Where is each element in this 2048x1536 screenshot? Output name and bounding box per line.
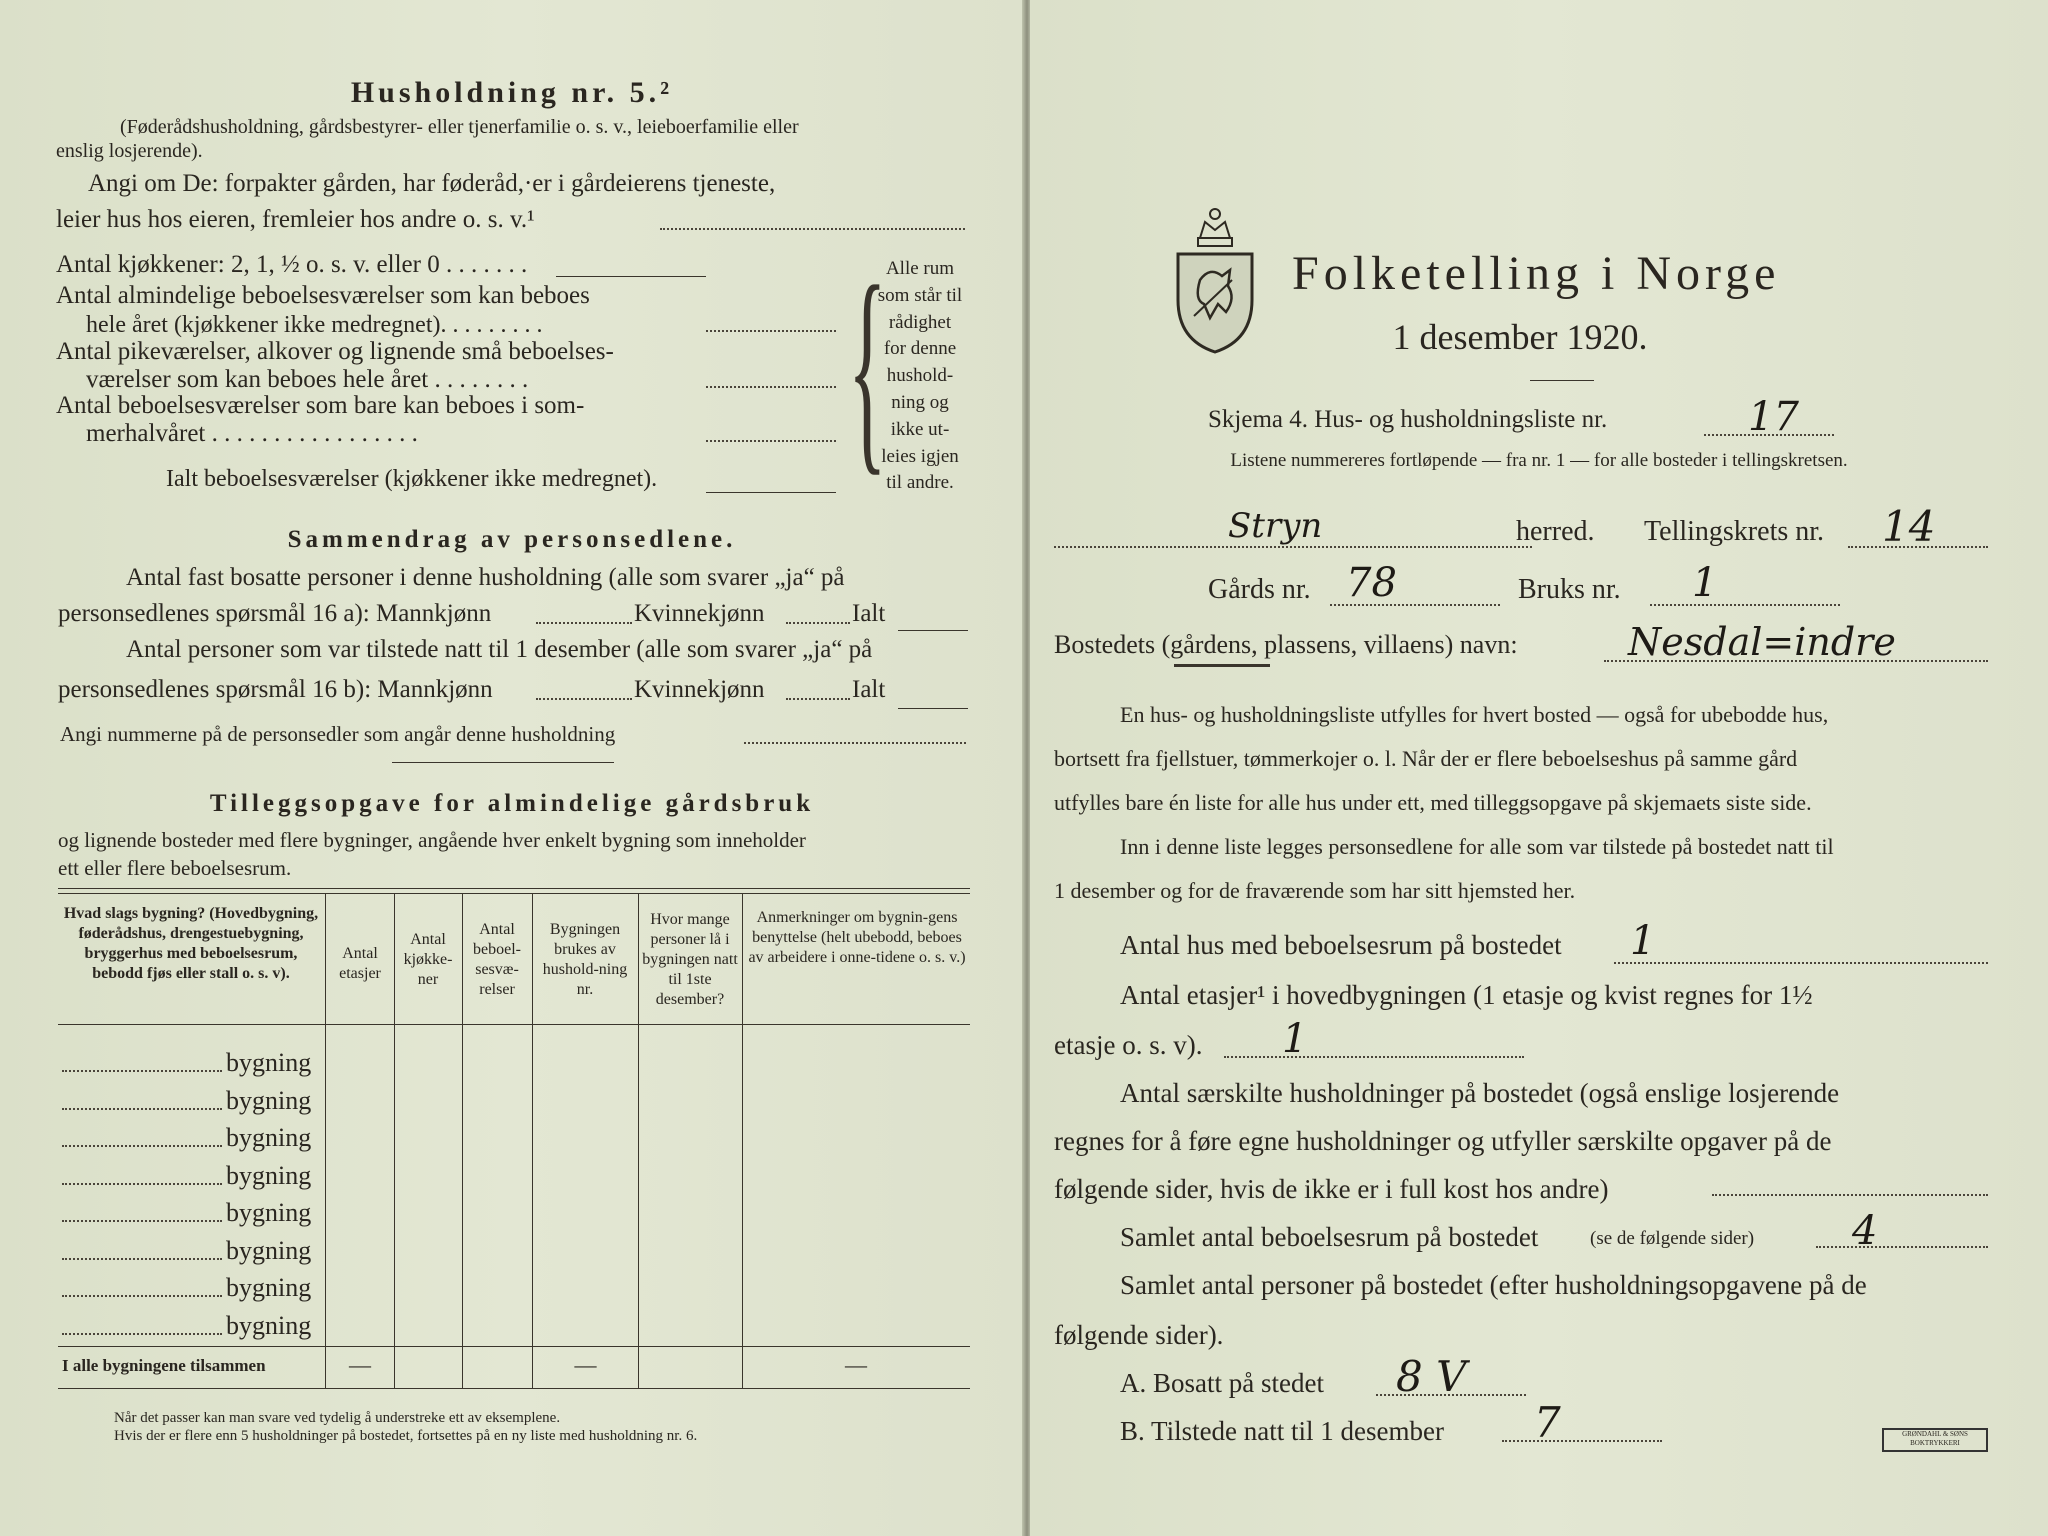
col-header-kjokkener: Antal kjøkke-ner <box>403 931 453 988</box>
tillegg-line-2: ett eller flere beboelsesrum. <box>58 856 292 880</box>
skjema-value: 17 <box>1748 394 1799 440</box>
tellingskrets-label: Tellingskrets nr. <box>1644 516 1825 547</box>
bygning-row-label: bygning <box>226 1123 312 1152</box>
etasjer-line-1: Antal etasjer¹ i hovedbygningen (1 etasje og kvist regnes for 1½ <box>1120 980 1813 1010</box>
table-top-rule <box>58 893 970 894</box>
etasjer-line-2: etasje o. s. v). <box>1054 1030 1203 1060</box>
bosatt-label: A. Bosatt på stedet <box>1120 1368 1324 1398</box>
table-col-line <box>462 893 463 1388</box>
mannkjonn-fill <box>536 622 632 624</box>
summary-line-2: personsedlenes spørsmål 16 a): Mannkjønn <box>58 600 492 627</box>
summary-title: Sammendrag av personsedlene. <box>287 526 737 553</box>
table-total-rule <box>58 1346 970 1347</box>
bygning-rows <box>226 1044 311 1344</box>
saerskilte-line-2: regnes for å føre egne husholdninger og utfyller særskilte opgaver på de <box>1054 1126 1832 1156</box>
beboelsesrum-label: Samlet antal beboelsesrum på bostedet <box>1120 1222 1539 1252</box>
tilstede-label: B. Tilstede natt til 1 desember <box>1120 1416 1444 1446</box>
bygning-row-label: bygning <box>226 1273 312 1302</box>
tellingskrets-fill <box>1848 546 1988 548</box>
bygning-row-label: bygning <box>226 1310 312 1340</box>
rooms-fill <box>706 386 836 388</box>
listene-note: Listene nummereres fortløpende — fra nr. 1 — for alle bosteder i tellingskretsen. <box>1230 450 1848 471</box>
etasjer-value: 1 <box>1282 1016 1308 1062</box>
rooms-almindelige: Antal almindelige beboelsesværelser som kan beboes <box>56 282 590 309</box>
table-col-line <box>742 893 743 1388</box>
rooms-pikevaerelser-cont: værelser som kan beboes hele året . . . . . . . . <box>86 366 529 393</box>
summary-line-1: Antal fast bosatte personer i denne husholdning (alle som svarer „ja“ på <box>126 564 845 591</box>
tilstede-value: 7 <box>1534 1398 1561 1447</box>
household-title: Husholdning nr. 5.² <box>350 76 674 109</box>
brace-note <box>860 256 980 497</box>
col-header-etasjer: Antal etasjer <box>339 945 381 982</box>
table-header-rule <box>58 1024 970 1025</box>
angi-line-1: Angi om De: forpakter gården, har føderåd,·er i gårdeierens tjeneste, <box>88 170 776 197</box>
personer-line-2: følgende sider). <box>1054 1320 1224 1350</box>
table-bottom-rule <box>58 1388 970 1389</box>
ialt-rooms-fill <box>706 492 836 493</box>
saerskilte-line-1: Antal særskilte husholdninger på bostedet (også enslige losjerende <box>1120 1078 1840 1108</box>
info-line-4: Inn i denne liste legges personsedlene for alle som var tilstede på bostedet natt til <box>1120 834 1834 859</box>
angi-fill-line <box>660 228 965 230</box>
hus-fill <box>1614 962 1988 964</box>
tellingskrets-value: 14 <box>1882 502 1936 551</box>
total-etasjer-dash: — <box>349 1352 371 1377</box>
info-line-2: bortsett fra fjellstuer, tømmerkojer o. l. Når der er flere beboelseshus på samme gård <box>1054 746 1798 771</box>
right-page <box>1030 0 2048 1536</box>
bygning-fill <box>62 1183 222 1185</box>
table-col-line <box>532 893 533 1388</box>
summary-line-3: Antal personer som var tilstede natt til 1 desember (alle som svarer „ja“ på <box>126 636 873 663</box>
bosted-label: Bostedets (gårdens, plassens, villaens) navn: <box>1054 630 1518 659</box>
herred-fill <box>1054 546 1532 548</box>
bygning-fill <box>62 1333 222 1335</box>
beboelsesrum-value: 4 <box>1852 1208 1878 1254</box>
mannkjonn-fill <box>536 698 632 700</box>
bygning-row-label: bygning <box>226 1198 312 1227</box>
rooms-fill <box>706 330 836 332</box>
norway-coat-of-arms-icon <box>1170 200 1260 360</box>
rooms-kjokkener: Antal kjøkkener: 2, 1, ½ o. s. v. eller 0 . . . . . . . <box>56 251 528 278</box>
bosted-value: Nesdal=indre <box>1628 620 1896 664</box>
col-header-bygning-text: Hvad slags bygning? (Hovedbygning, føderådshus, drengestuebygning, bryggerhus med beboelsesrum, bebodd fjøs eller stall o. s. v). <box>63 905 319 982</box>
bygning-fill <box>62 1108 222 1110</box>
brace-note-line: leies igjen <box>881 445 959 467</box>
tilstede-fill <box>1502 1440 1662 1442</box>
bygning-fill <box>62 1220 222 1222</box>
bygning-fill <box>62 1295 222 1297</box>
kvinnekjonn-label: Kvinnekjønn <box>634 600 765 627</box>
table-col-line <box>394 893 395 1388</box>
bygning-row-label: bygning <box>226 1235 312 1265</box>
hus-value: 1 <box>1630 918 1656 964</box>
beboelsesrum-note: (se de følgende sider) <box>1590 1228 1755 1249</box>
col-header-husholdning: Bygningen brukes av hushold-ning nr. <box>542 921 628 998</box>
ialt-fill <box>898 708 968 709</box>
kvinnekjonn-fill <box>786 698 850 700</box>
brace-note-line: til andre. <box>886 472 954 494</box>
bygning-row-label: bygning <box>226 1160 312 1190</box>
bruks-value: 1 <box>1692 560 1718 606</box>
angi-nummerne-fill <box>744 742 966 744</box>
bygning-row-label: bygning <box>226 1085 312 1115</box>
ialt-label: Ialt <box>852 600 886 627</box>
bygning-fill <box>62 1070 222 1072</box>
skjema-label: Skjema 4. Hus- og husholdningsliste nr. <box>1208 406 1608 433</box>
gards-fill <box>1330 604 1500 606</box>
footnote-1: Når det passer kan man svare ved tydelig å understreke ett av eksemplene. <box>114 1410 561 1426</box>
section-divider <box>392 762 614 763</box>
kvinnekjonn-fill <box>786 622 850 624</box>
kvinnekjonn-label: Kvinnekjønn <box>634 676 765 703</box>
herred-label: herred. <box>1516 516 1595 547</box>
personer-line-1: Samlet antal personer på bostedet (efter husholdningsopgavene på de <box>1120 1270 1867 1300</box>
etasjer-fill <box>1224 1056 1524 1058</box>
skjema-fill <box>1704 434 1834 436</box>
rooms-fill <box>706 440 836 442</box>
beboelsesrum-fill <box>1816 1246 1988 1248</box>
household-subtitle: (Føderådshusholdning, gårdsbestyrer- eller tjenerfamilie o. s. v., leieboerfamilie eller <box>120 116 799 138</box>
brace-glyph: { <box>848 239 887 494</box>
bosted-underline <box>1174 664 1270 667</box>
rooms-sommer: Antal beboelsesværelser som bare kan beboes i som- <box>56 392 585 419</box>
hus-label: Antal hus med beboelsesrum på bostedet <box>1120 930 1562 960</box>
angi-line-2: leier hus hos eieren, fremleier hos andre o. s. v.¹ <box>56 206 535 233</box>
rooms-pikevaerelser: Antal pikeværelser, alkover og lignende små beboelses- <box>56 338 614 365</box>
bosatt-fill <box>1376 1394 1526 1396</box>
footnote-2: Hvis der er flere enn 5 husholdninger på bostedet, fortsettes på en ny liste med husholdning nr. 6. <box>114 1428 698 1444</box>
printer-stamp: GRØNDAHL & SØNS BOKTRYKKERI <box>1882 1428 1988 1452</box>
table-col-line <box>638 893 639 1388</box>
census-date: 1 desember 1920. <box>1392 317 1648 357</box>
rooms-almindelige-cont: hele året (kjøkkener ikke medregnet). . . . . . . . . <box>86 312 543 338</box>
rooms-sommer-cont: merhalvåret . . . . . . . . . . . . . . . . . <box>86 420 418 447</box>
tillegg-title: Tilleggsopgave for almindelige gårdsbruk <box>209 790 815 817</box>
col-header-personer: Hvor mange personer lå i bygningen natt til 1ste desember? <box>642 911 738 1008</box>
brace-note-line: som står til <box>877 284 963 306</box>
gards-value: 78 <box>1346 560 1397 606</box>
saerskilte-line-3: følgende sider, hvis de ikke er i full kost hos andre) <box>1054 1174 1609 1204</box>
tillegg-line-1: og lignende bosteder med flere bygninger, angående hver enkelt bygning som inneholder <box>58 828 806 852</box>
bruks-label: Bruks nr. <box>1518 574 1621 605</box>
info-line-1: En hus- og husholdningsliste utfylles for hvert bosted — også for ubebodde hus, <box>1120 702 1829 727</box>
bosted-fill <box>1604 660 1988 662</box>
col-header-beboelsesvaerelser: Antal beboel-sesvæ-relser <box>473 921 521 998</box>
ialt-fill <box>898 630 968 631</box>
bygning-fill <box>62 1258 222 1260</box>
info-line-5: 1 desember og for de fraværende som har sitt hjemsted her. <box>1054 878 1576 903</box>
brace-note-line: rådighet <box>888 311 952 333</box>
table-col-line <box>325 893 326 1388</box>
title-divider <box>1530 380 1594 381</box>
census-title: Folketelling i Norge <box>1292 247 1781 300</box>
brace-note-line: hushold- <box>886 365 954 387</box>
col-header-anmerkninger: Anmerkninger om bygnin-gens benyttelse (helt ubebodd, beboes av arbeidere i onne-tidene o. s. v.) <box>748 909 966 966</box>
brace-note-line: for denne <box>883 338 957 360</box>
bygning-fill <box>62 1145 222 1147</box>
total-label: I alle bygningene tilsammen <box>62 1356 266 1375</box>
total-husholdning-dash: — <box>574 1352 597 1377</box>
total-anmerkninger-dash: — <box>845 1352 867 1377</box>
bosatt-value: 8 V <box>1396 1352 1467 1401</box>
brace-note-line: Alle rum <box>885 258 955 279</box>
gards-label: Gårds nr. <box>1208 574 1311 605</box>
saerskilte-fill <box>1712 1194 1988 1196</box>
brace-note-line: ning og <box>891 391 949 413</box>
table-top-rule <box>58 888 970 889</box>
bruks-fill <box>1650 604 1840 606</box>
bygning-row-label: bygning <box>226 1048 312 1077</box>
col-header-bygning <box>62 904 320 984</box>
summary-line-4: personsedlenes spørsmål 16 b): Mannkjønn <box>58 676 493 703</box>
herred-value: Stryn <box>1228 506 1323 546</box>
ialt-rooms: Ialt beboelsesværelser (kjøkkener ikke medregnet). <box>166 466 658 492</box>
ialt-label: Ialt <box>852 676 886 703</box>
brace-note-line: ikke ut- <box>890 418 950 440</box>
rooms-fill <box>556 276 706 277</box>
angi-nummerne: Angi nummerne på de personsedler som angår denne husholdning <box>60 722 616 746</box>
info-line-3: utfylles bare én liste for alle hus under ett, med tilleggsopgave på skjemaets siste side. <box>1054 790 1812 815</box>
household-subtitle-cont: enslig losjerende). <box>56 140 203 162</box>
